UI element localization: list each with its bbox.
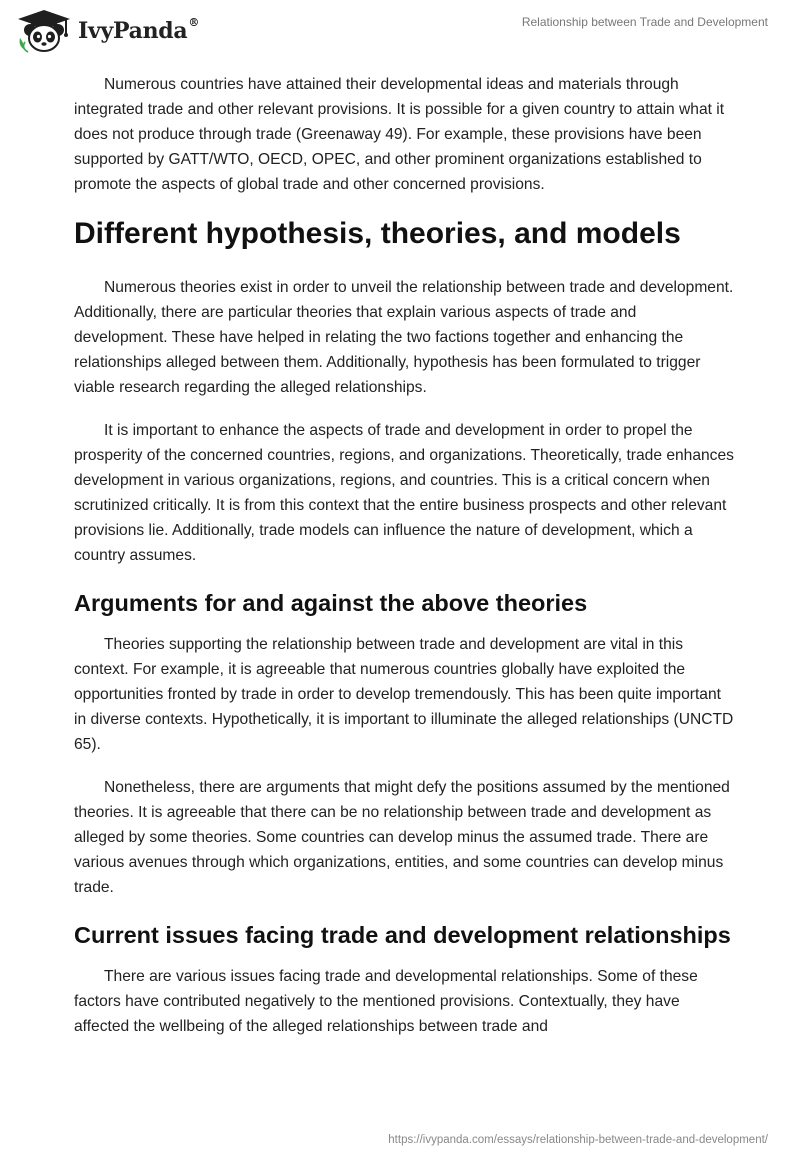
- heading-hypothesis-theories: Different hypothesis, theories, and models: [74, 217, 681, 250]
- registered-mark: ®: [188, 16, 200, 29]
- paragraph-1: Numerous countries have attained their developmental ideas and materials through integrated trade and other relevant provisions. It is possible for a given country to attain what it does not produce through trade (Greenaway 49). For example, these provisions have been supported by GATT/WTO, OECD, OPEC, and other prominent organizations established to promote the aspects of global trade and other concerned provisions.: [74, 76, 725, 193]
- source-url-link[interactable]: https://ivypanda.com/essays/relationship-between-trade-and-development/: [388, 1134, 768, 1146]
- logo-wordmark: [78, 18, 199, 44]
- essay-content: [74, 72, 734, 1057]
- running-title: Relationship between Trade and Development: [521, 15, 768, 29]
- ivypanda-logo[interactable]: [16, 8, 199, 54]
- paragraph-2: Numerous theories exist in order to unveil the relationship between trade and development. Additionally, there are particular theories that explain various aspects of trade and development. These have helped in relating the two factions together and enhancing the relationships alleged between them. Additionally, hypothesis has been formulated to trigger viable research regarding the alleged relationships.: [74, 279, 734, 396]
- panda-graduate-icon: [16, 8, 72, 54]
- heading-arguments: Arguments for and against the above theories: [74, 590, 588, 616]
- page-header: [0, 0, 800, 64]
- heading-current-issues: Current issues facing trade and development relationships: [74, 922, 731, 948]
- paragraph-6: There are various issues facing trade and developmental relationships. Some of these factors have contributed negatively to the mentioned provisions. Contextually, they have affected the wellbeing of the alleged relationships between trade and: [74, 968, 698, 1035]
- paragraph-5: Nonetheless, there are arguments that might defy the positions assumed by the mentioned theories. It is agreeable that there can be no relationship between trade and development as alleged by some theories. Some countries can develop minus the assumed trade. There are various avenues through which organizations, entities, and some countries can develop minus trade.: [74, 779, 730, 896]
- logo-name: IvyPanda: [78, 18, 188, 44]
- paragraph-4: Theories supporting the relationship between trade and development are vital in this context. For example, it is agreeable that numerous countries globally have exploited the opportunities fronted by trade in order to develop tremendously. This has been quite important in diverse contexts. Hypothetically, it is important to illuminate the alleged relationships (UNCTD 65).: [74, 636, 734, 753]
- paragraph-3: It is important to enhance the aspects of trade and development in order to propel the prosperity of the concerned countries, regions, and organizations. Theoretically, trade enhances development in various organizations, regions, and countries. This is a critical concern when scrutinized critically. It is from this context that the entire business prospects and other relevant provisions lie. Additionally, trade models can influence the nature of development, which a country assumes.: [74, 422, 734, 564]
